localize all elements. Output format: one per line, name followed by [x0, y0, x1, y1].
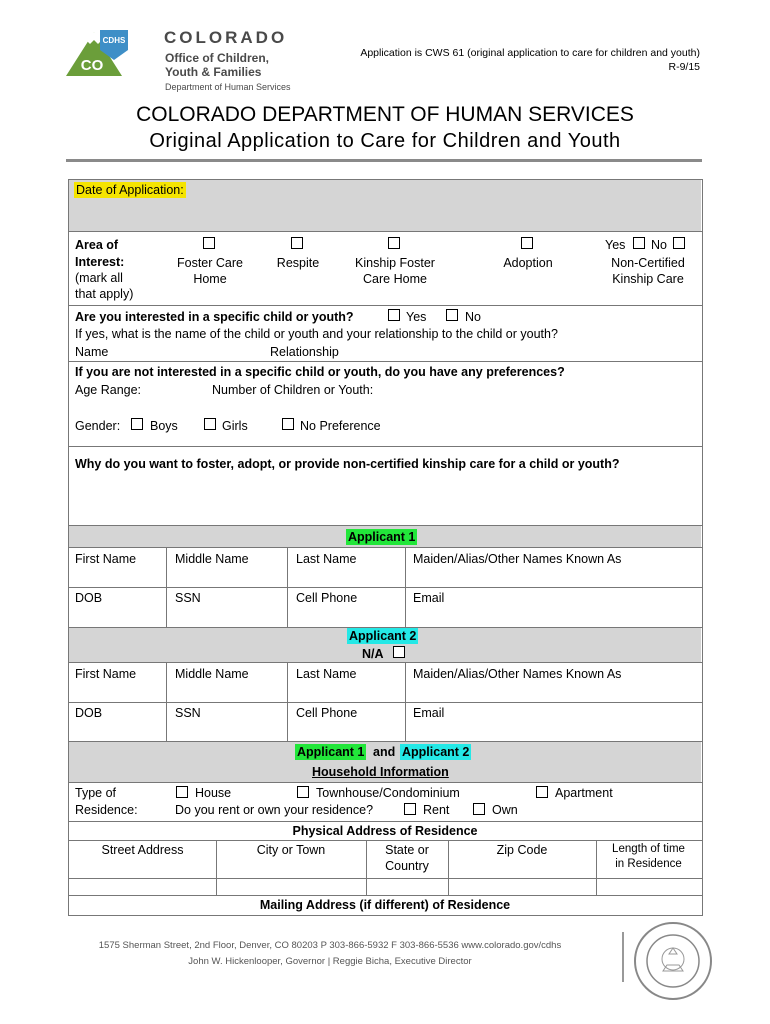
applicant2-first-name-field[interactable]: First Name	[75, 667, 137, 681]
noncert-label-2: Kinship Care	[612, 272, 684, 286]
applicant2-ssn-field[interactable]: SSN	[175, 706, 201, 720]
noncert-label-1: Non-Certified	[611, 256, 685, 270]
footer-divider	[622, 932, 624, 982]
area-label-3: (mark all	[75, 271, 123, 285]
street-address-field[interactable]: Street Address	[101, 843, 184, 857]
state-field-label-1[interactable]: State or	[385, 843, 429, 857]
rent-own-question: Do you rent or own your residence?	[175, 803, 374, 817]
why-question: Why do you want to foster, adopt, or provide non-certified kinship care for a child or youth?	[75, 457, 620, 471]
applicant1-maiden-field[interactable]: Maiden/Alias/Other Names Known As	[413, 552, 622, 566]
physical-address-title: Physical Address of Residence	[292, 824, 478, 838]
applicant2-na-label: N/A	[362, 647, 384, 661]
divider	[68, 662, 702, 663]
divider	[68, 702, 702, 703]
applicant2-dob-field[interactable]: DOB	[75, 706, 103, 720]
house-checkbox[interactable]	[176, 786, 188, 798]
own-checkbox[interactable]	[473, 803, 485, 815]
logo-co-text: CO	[80, 57, 104, 74]
residence-type-label-2: Residence:	[75, 803, 138, 817]
cdhs-logo	[66, 26, 158, 80]
foster-care-label-2: Home	[193, 272, 227, 286]
divider	[68, 821, 702, 822]
state-seal	[633, 921, 713, 1001]
respite-label: Respite	[276, 256, 320, 270]
noncert-yes-label: Yes	[605, 238, 626, 252]
apartment-label: Apartment	[555, 786, 613, 800]
area-label-4: that apply)	[75, 287, 134, 301]
applicant1-middle-name-field[interactable]: Middle Name	[175, 552, 249, 566]
city-field[interactable]: City or Town	[256, 843, 326, 857]
adoption-label: Adoption	[503, 256, 553, 270]
divider	[68, 446, 702, 447]
rent-checkbox[interactable]	[404, 803, 416, 815]
divider	[68, 547, 702, 548]
length-field-label-1[interactable]: Length of time	[612, 843, 685, 855]
org-office-line2: Youth & Families	[165, 65, 262, 79]
household-title: Household Information	[312, 765, 449, 779]
house-label: House	[195, 786, 232, 800]
foster-care-label-1: Foster Care	[177, 256, 243, 270]
specific-question: Are you interested in a specific child or youth?	[75, 310, 354, 324]
applicant1-first-name-field[interactable]: First Name	[75, 552, 137, 566]
kinship-foster-label-1: Kinship Foster	[355, 256, 435, 270]
applicant1-cell-field[interactable]: Cell Phone	[296, 591, 358, 605]
rent-label: Rent	[423, 803, 450, 817]
kinship-foster-checkbox[interactable]	[388, 237, 400, 249]
divider	[68, 361, 702, 362]
kinship-foster-label-2: Care Home	[363, 272, 427, 286]
divider	[68, 305, 702, 306]
applicant2-na-checkbox[interactable]	[393, 646, 405, 658]
divider	[68, 878, 702, 879]
specific-yes-checkbox[interactable]	[388, 309, 400, 321]
page-title: COLORADO DEPARTMENT OF HUMAN SERVICES	[136, 103, 634, 126]
apartment-checkbox[interactable]	[536, 786, 548, 798]
applicant2-middle-name-field[interactable]: Middle Name	[175, 667, 249, 681]
respite-checkbox[interactable]	[291, 237, 303, 249]
divider	[68, 840, 702, 841]
header-note-line2: R-9/15	[668, 61, 700, 73]
own-label: Own	[492, 803, 518, 817]
applicant2-last-name-field[interactable]: Last Name	[296, 667, 357, 681]
specific-yes-label: Yes	[406, 310, 427, 324]
preferences-question: If you are not interested in a specific child or youth, do you have any preferences?	[75, 365, 565, 379]
girls-label: Girls	[222, 419, 248, 433]
divider	[68, 231, 702, 232]
footer-officials: John W. Hickenlooper, Governor | Reggie Bicha, Executive Director	[188, 956, 472, 967]
household-and-label: and	[373, 745, 396, 759]
noncert-no-checkbox[interactable]	[673, 237, 685, 249]
noncert-no-label: No	[651, 238, 667, 252]
household-app1-label: Applicant 1	[297, 745, 365, 759]
logo-cdhs-text: CDHS	[102, 36, 126, 45]
state-field-label-2: Country	[385, 859, 429, 873]
applicant1-last-name-field[interactable]: Last Name	[296, 552, 357, 566]
applicant2-cell-field[interactable]: Cell Phone	[296, 706, 358, 720]
specific-name-label: Name	[75, 345, 109, 359]
number-children-label: Number of Children or Youth:	[212, 383, 374, 397]
household-app2-label: Applicant 2	[402, 745, 470, 759]
specific-no-label: No	[465, 310, 481, 324]
townhouse-checkbox[interactable]	[297, 786, 309, 798]
divider	[68, 782, 702, 783]
area-label-1: Area of	[75, 238, 119, 252]
noncert-yes-checkbox[interactable]	[633, 237, 645, 249]
mailing-address-title: Mailing Address (if different) of Residence	[259, 898, 511, 912]
gender-label: Gender:	[75, 419, 121, 433]
header-note-line1: Application is CWS 61 (original application to care for children and youth)	[360, 47, 700, 59]
applicant1-ssn-field[interactable]: SSN	[175, 591, 201, 605]
boys-label: Boys	[150, 419, 178, 433]
footer-address: 1575 Sherman Street, 2nd Floor, Denver, CO 80203 P 303-866-5932 F 303-866-5536 www.colorado.gov/cdhs	[98, 940, 562, 951]
adoption-checkbox[interactable]	[521, 237, 533, 249]
applicant1-dob-field[interactable]: DOB	[75, 591, 103, 605]
divider	[68, 587, 702, 588]
specific-relationship-label: Relationship	[270, 345, 339, 359]
area-label-2: Interest:	[75, 255, 125, 269]
length-field-label-2: in Residence	[615, 858, 682, 870]
applicant1-email-field[interactable]: Email	[413, 591, 445, 605]
girls-checkbox[interactable]	[204, 418, 216, 430]
why-answer-area[interactable]	[69, 474, 701, 524]
applicant2-maiden-field[interactable]: Maiden/Alias/Other Names Known As	[413, 667, 622, 681]
no-preference-label: No Preference	[300, 419, 381, 433]
page-subtitle: Original Application to Care for Children and Youth	[149, 130, 621, 152]
date-label: Date of Application:	[76, 183, 184, 197]
org-office-line1: Office of Children,	[165, 51, 270, 65]
age-range-label: Age Range:	[75, 383, 142, 397]
residence-type-label-1: Type of	[75, 786, 116, 800]
zip-field[interactable]: Zip Code	[496, 843, 548, 857]
boys-checkbox[interactable]	[131, 418, 143, 430]
applicant2-header: Applicant 2	[349, 629, 417, 643]
org-state: COLORADO	[164, 28, 288, 47]
no-preference-checkbox[interactable]	[282, 418, 294, 430]
divider	[68, 895, 702, 896]
applicant2-email-field[interactable]: Email	[413, 706, 445, 720]
specific-no-checkbox[interactable]	[446, 309, 458, 321]
org-dept: Department of Human Services	[165, 82, 291, 92]
title-rule	[66, 159, 702, 162]
townhouse-label: Townhouse/Condominium	[316, 786, 460, 800]
foster-care-checkbox[interactable]	[203, 237, 215, 249]
applicant1-header: Applicant 1	[348, 530, 416, 544]
specific-if-yes: If yes, what is the name of the child or youth and your relationship to the child or youth?	[75, 327, 558, 341]
